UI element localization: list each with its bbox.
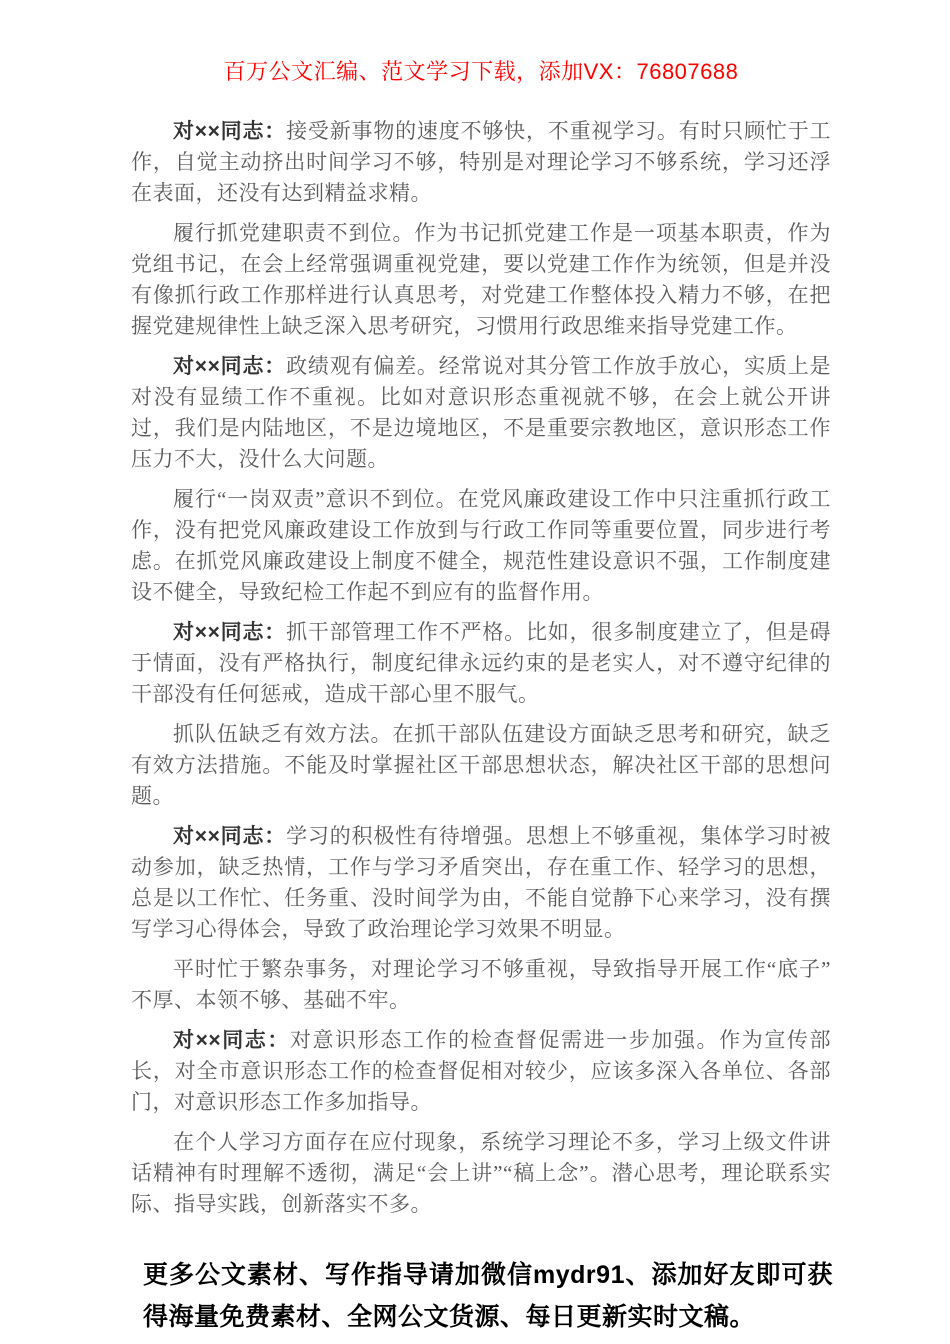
promo-footer-text: 更多公文素材、写作指导请加微信mydr91、添加好友即可获得海量免费素材、全网公文货源、每日更新实时文稿。: [143, 1261, 833, 1331]
paragraph: [131, 484, 831, 608]
paragraph: [131, 617, 831, 710]
paragraph-lead: 对××同志：: [173, 825, 287, 848]
paragraph-text: 平时忙于繁杂事务，对理论学习不够重视，导致指导开展工作“底子”不厚、本领不够、基础不牢。: [131, 957, 831, 1012]
paragraph: [131, 1025, 831, 1118]
document-body: [131, 116, 831, 1220]
paragraph-text: 接受新事物的速度不够快，不重视学习。有时只顾忙于工作，自觉主动挤出时间学习不够，特别是对理论学习不够系统，学习还浮在表面，还没有达到精益求精。: [131, 119, 831, 205]
paragraph-lead: 对××同志：: [173, 120, 287, 143]
paragraph-lead: 对××同志：: [173, 1029, 290, 1052]
paragraph-lead: 对××同志：: [173, 355, 287, 378]
paragraph: [131, 719, 831, 812]
paragraph: [131, 218, 831, 342]
paragraph-text: 在个人学习方面存在应付现象，系统学习理论不多，学习上级文件讲话精神有时理解不透彻，满足“会上讲”“稿上念”。潜心思考，理论联系实际、指导实践，创新落实不多。: [131, 1130, 831, 1216]
paragraph-text: 学习的积极性有待增强。思想上不够重视，集体学习时被动参加，缺乏热情，工作与学习矛盾突出，存在重工作、轻学习的思想，总是以工作忙、任务重、没时间学为由，不能自觉静下心来学习，没有撰写学习心得体会，导致了政治理论学习效果不明显。: [131, 824, 831, 941]
paragraph-text: 抓干部管理工作不严格。比如，很多制度建立了，但是碍于情面，没有严格执行，制度纪律永远约束的是老实人，对不遵守纪律的干部没有任何惩戒，造成干部心里不服气。: [131, 620, 831, 706]
paragraph: [131, 116, 831, 209]
paragraph: [131, 954, 831, 1016]
paragraph: [131, 351, 831, 475]
paragraph-text: 履行“一岗双责”意识不到位。在党风廉政建设工作中只注重抓行政工作，没有把党风廉政建设工作放到与行政工作同等重要位置，同步进行考虑。在抓党风廉政建设上制度不健全，规范性建设意识不强，工作制度建设不健全，导致纪检工作起不到应有的监督作用。: [131, 487, 831, 604]
promo-header-text: 百万公文汇编、范文学习下载，添加VX：76807688: [223, 59, 739, 84]
paragraph-lead: 对××同志：: [173, 621, 287, 644]
paragraph-text: 政绩观有偏差。经常说对其分管工作放手放心，实质上是对没有显绩工作不重视。比如对意识形态重视就不够，在会上就公开讲过，我们是内陆地区，不是边境地区，不是重要宗教地区，意识形态工作压力不大，没什么大问题。: [131, 354, 831, 471]
paragraph: [131, 821, 831, 945]
paragraph-text: 抓队伍缺乏有效方法。在抓干部队伍建设方面缺乏思考和研究，缺乏有效方法措施。不能及时掌握社区干部思想状态，解决社区干部的思想问题。: [131, 722, 831, 808]
paragraph: [131, 1127, 831, 1220]
paragraph-text: 对意识形态工作的检查督促需进一步加强。作为宣传部长，对全市意识形态工作的检查督促相对较少，应该多深入各单位、各部门，对意识形态工作多加指导。: [131, 1028, 831, 1114]
paragraph-text: 履行抓党建职责不到位。作为书记抓党建工作是一项基本职责，作为党组书记，在会上经常强调重视党建，要以党建工作作为统领，但是并没有像抓行政工作那样进行认真思考，对党建工作整体投入精力不够，在把握党建规律性上缺乏深入思考研究，习惯用行政思维来指导党建工作。: [131, 221, 831, 338]
